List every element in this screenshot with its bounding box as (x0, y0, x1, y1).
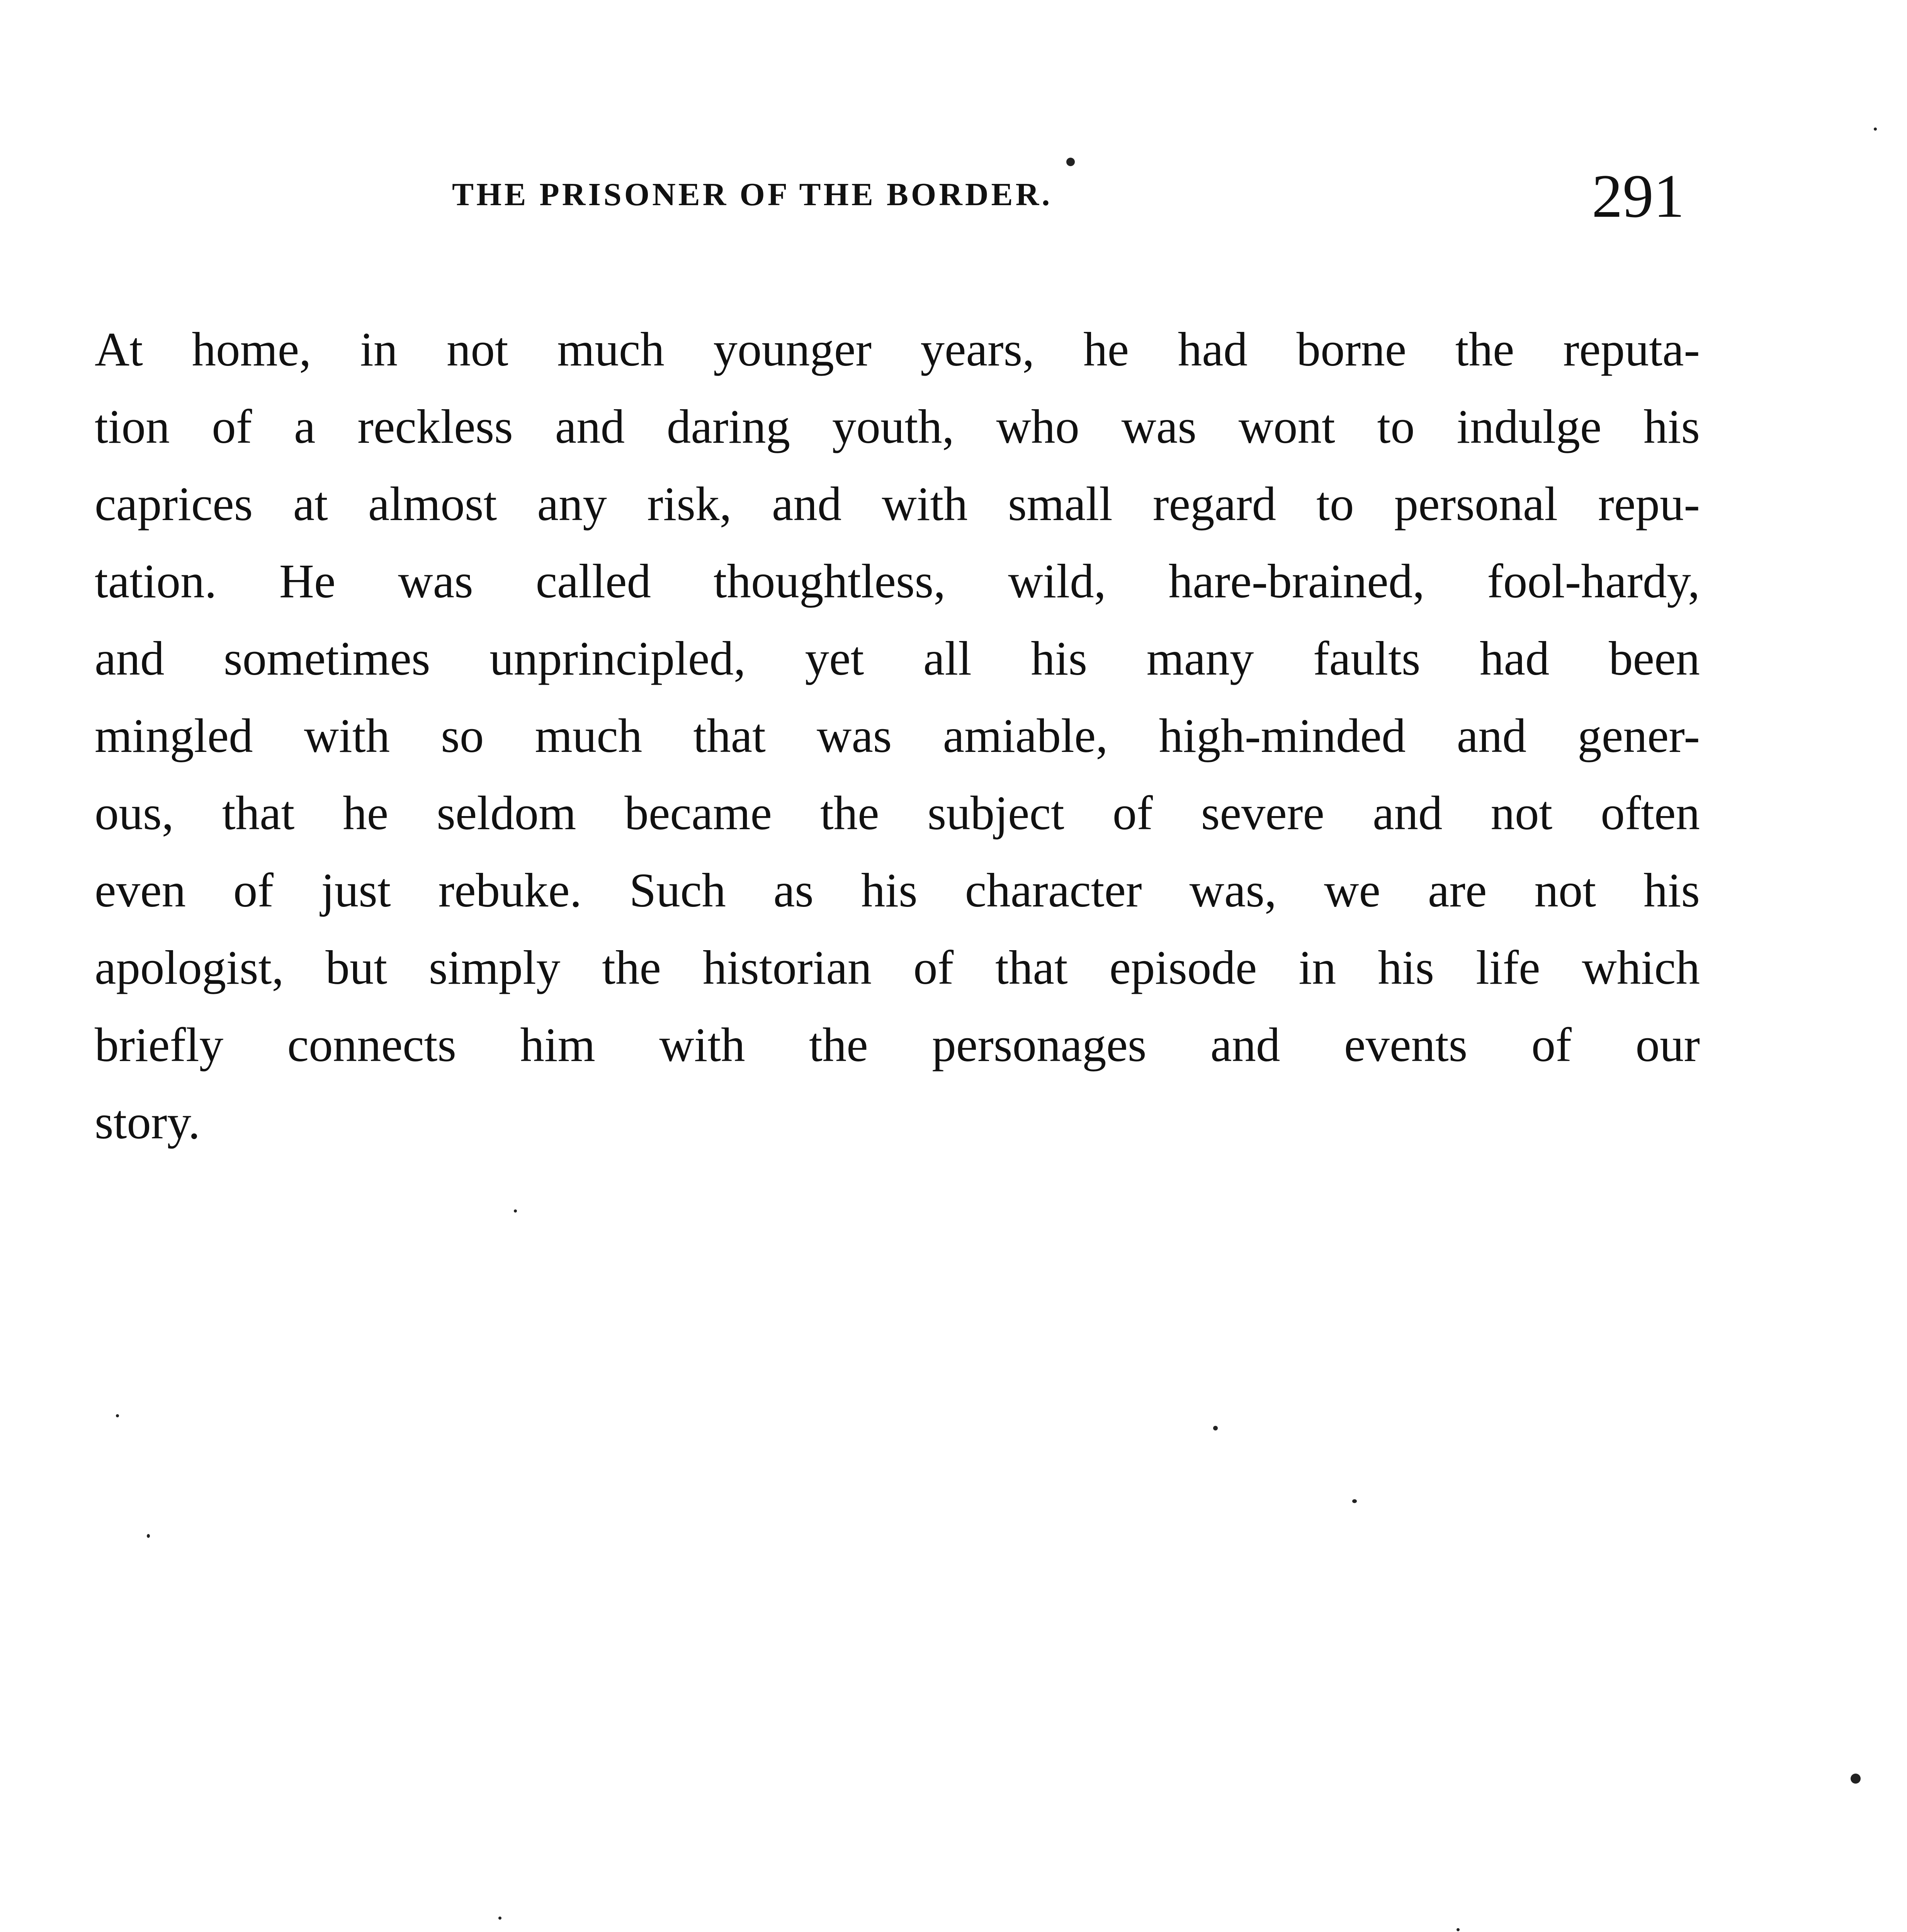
scan-speck (147, 1534, 150, 1538)
text-line: At home, in not much younger years, he had borne the reputa- (95, 323, 1700, 376)
page-number: 291 (1592, 162, 1684, 230)
text-line: tation. He was called thoughtless, wild, hare-brained, fool-hardy, (95, 555, 1700, 608)
text-line: briefly connects him with the personages and events of our (95, 1019, 1700, 1072)
scan-speck (1066, 158, 1075, 166)
running-head: THE PRISONER OF THE BORDER. (452, 177, 1053, 213)
body-paragraph (95, 311, 1700, 1161)
scan-speck (1213, 1426, 1218, 1430)
text-line: caprices at almost any risk, and with small regard to personal repu- (95, 478, 1700, 531)
text-line: even of just rebuke. Such as his character was, we are not his (95, 864, 1700, 917)
text-line: story. (95, 1096, 201, 1149)
text-line: apologist, but simply the historian of that episode in his life which (95, 941, 1700, 995)
text-line: ous, that he seldom became the subject of severe and not often (95, 787, 1700, 840)
text-line: mingled with so much that was amiable, high-minded and gener- (95, 709, 1700, 763)
scan-speck (514, 1209, 517, 1213)
scan-speck (116, 1414, 119, 1417)
scan-speck (1851, 1774, 1861, 1784)
scan-speck (1457, 1928, 1460, 1931)
scan-speck (1874, 128, 1877, 131)
scan-speck (498, 1917, 501, 1920)
text-line: and sometimes unprincipled, yet all his many faults had been (95, 632, 1700, 685)
scan-speck (1352, 1499, 1357, 1503)
text-line: tion of a reckless and daring youth, who was wont to indulge his (95, 400, 1700, 454)
